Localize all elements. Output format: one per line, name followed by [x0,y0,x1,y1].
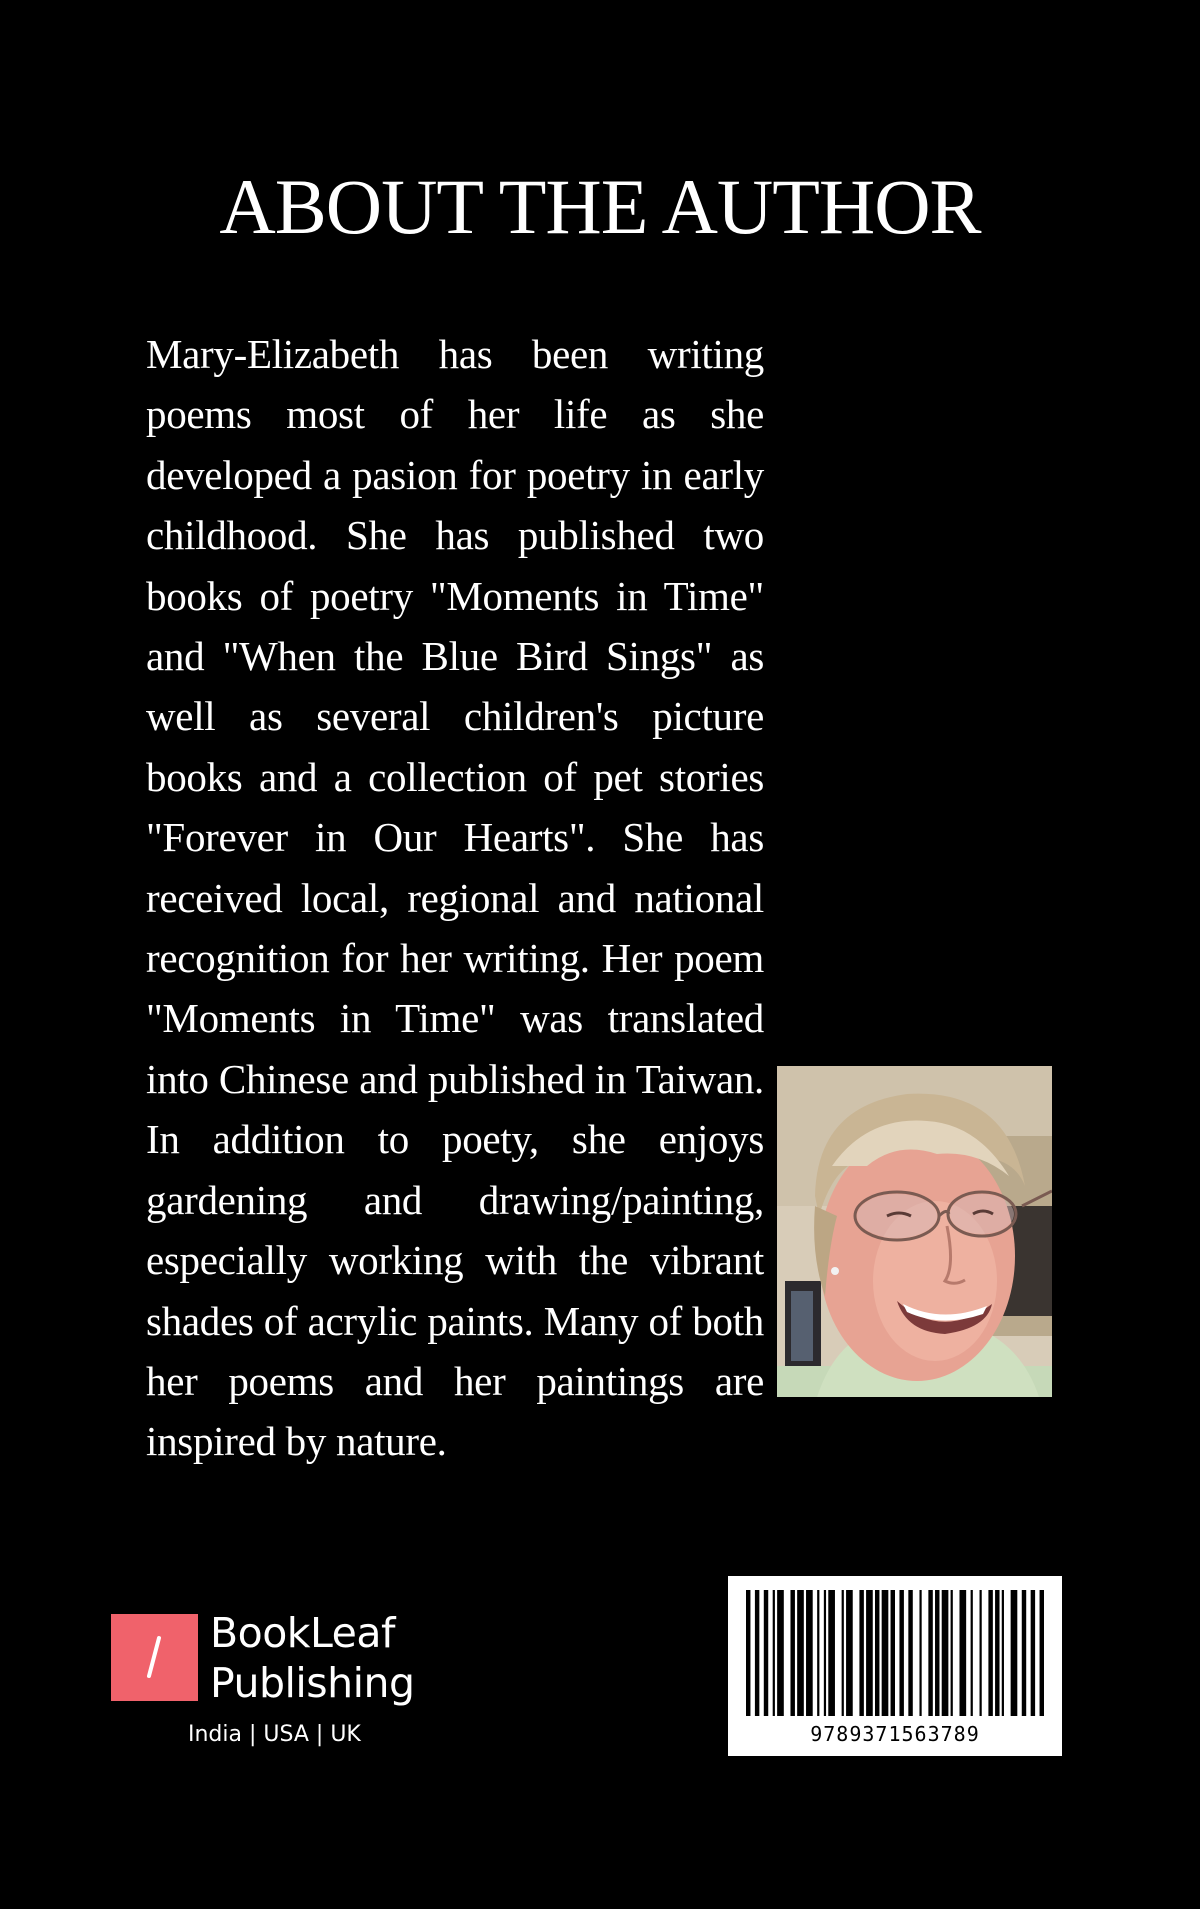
barcode-icon [728,1576,1062,1726]
barcode-bar [935,1590,939,1716]
barcode-bar [1002,1590,1004,1716]
publisher-name: BookLeaf Publishing [210,1609,415,1707]
barcode-bar [764,1590,768,1716]
barcode-bar [755,1590,759,1716]
barcode-bar [817,1590,819,1716]
barcode-bar [797,1590,804,1716]
barcode-bar [971,1590,973,1716]
barcode-bar [988,1590,992,1716]
barcode-bar [919,1590,921,1716]
isbn-number: 9789371563789 [810,1722,980,1746]
barcode-bar [891,1590,895,1716]
barcode-bar [1011,1590,1018,1716]
barcode-bar [928,1590,932,1716]
barcode-bar [875,1590,879,1716]
barcode-bar [846,1590,853,1716]
barcode-bar [980,1590,982,1716]
barcode-bar [1031,1590,1035,1716]
barcode-bar [882,1590,889,1716]
publisher-mark-icon [111,1614,198,1701]
author-photo [777,1066,1052,1397]
barcode-bar [859,1590,863,1716]
page-title: ABOUT THE AUTHOR [219,163,981,250]
barcode-bar [866,1590,873,1716]
barcode-bar [951,1590,953,1716]
barcode-bar [824,1590,826,1716]
barcode-bar [746,1590,750,1716]
barcode-bar [828,1590,835,1716]
barcode-bar [1022,1590,1026,1716]
barcode-bar [959,1590,966,1716]
publisher-logo [111,1609,451,1754]
barcode-bar [908,1590,912,1716]
barcode-bar [773,1590,775,1716]
author-bio: Mary-Elizabeth has been writing poems most of her life as she developed a pasion for poetry in early childhood. She has published two books of poetry "Moments in Time" and "When the Blue Bird Sings" as well as several children's picture books and a collection of pet stories "Forever in Our Hearts". She has received local, regional and national recognition for her writing. Her poem "Moments in Time" was translated into Chinese and published in Taiwan. In addition to poety, she enjoys gardening and drawing/painting, especially working with the vibrant shades of acrylic paints. Many of both her poems and her paintings are inspired by nature. [146,331,764,1465]
barcode-bar [942,1590,949,1716]
publisher-mark-shape [111,1614,198,1701]
barcode-bar [995,1590,999,1716]
barcode-bar [806,1590,813,1716]
author-portrait-icon [777,1066,1052,1397]
barcode-bar [790,1590,794,1716]
barcode-bar [1040,1590,1044,1716]
barcode [728,1576,1062,1756]
publisher-regions: India | USA | UK [188,1722,361,1747]
barcode-bar [777,1590,784,1716]
barcode-bar [842,1590,844,1716]
barcode-bar [899,1590,903,1716]
